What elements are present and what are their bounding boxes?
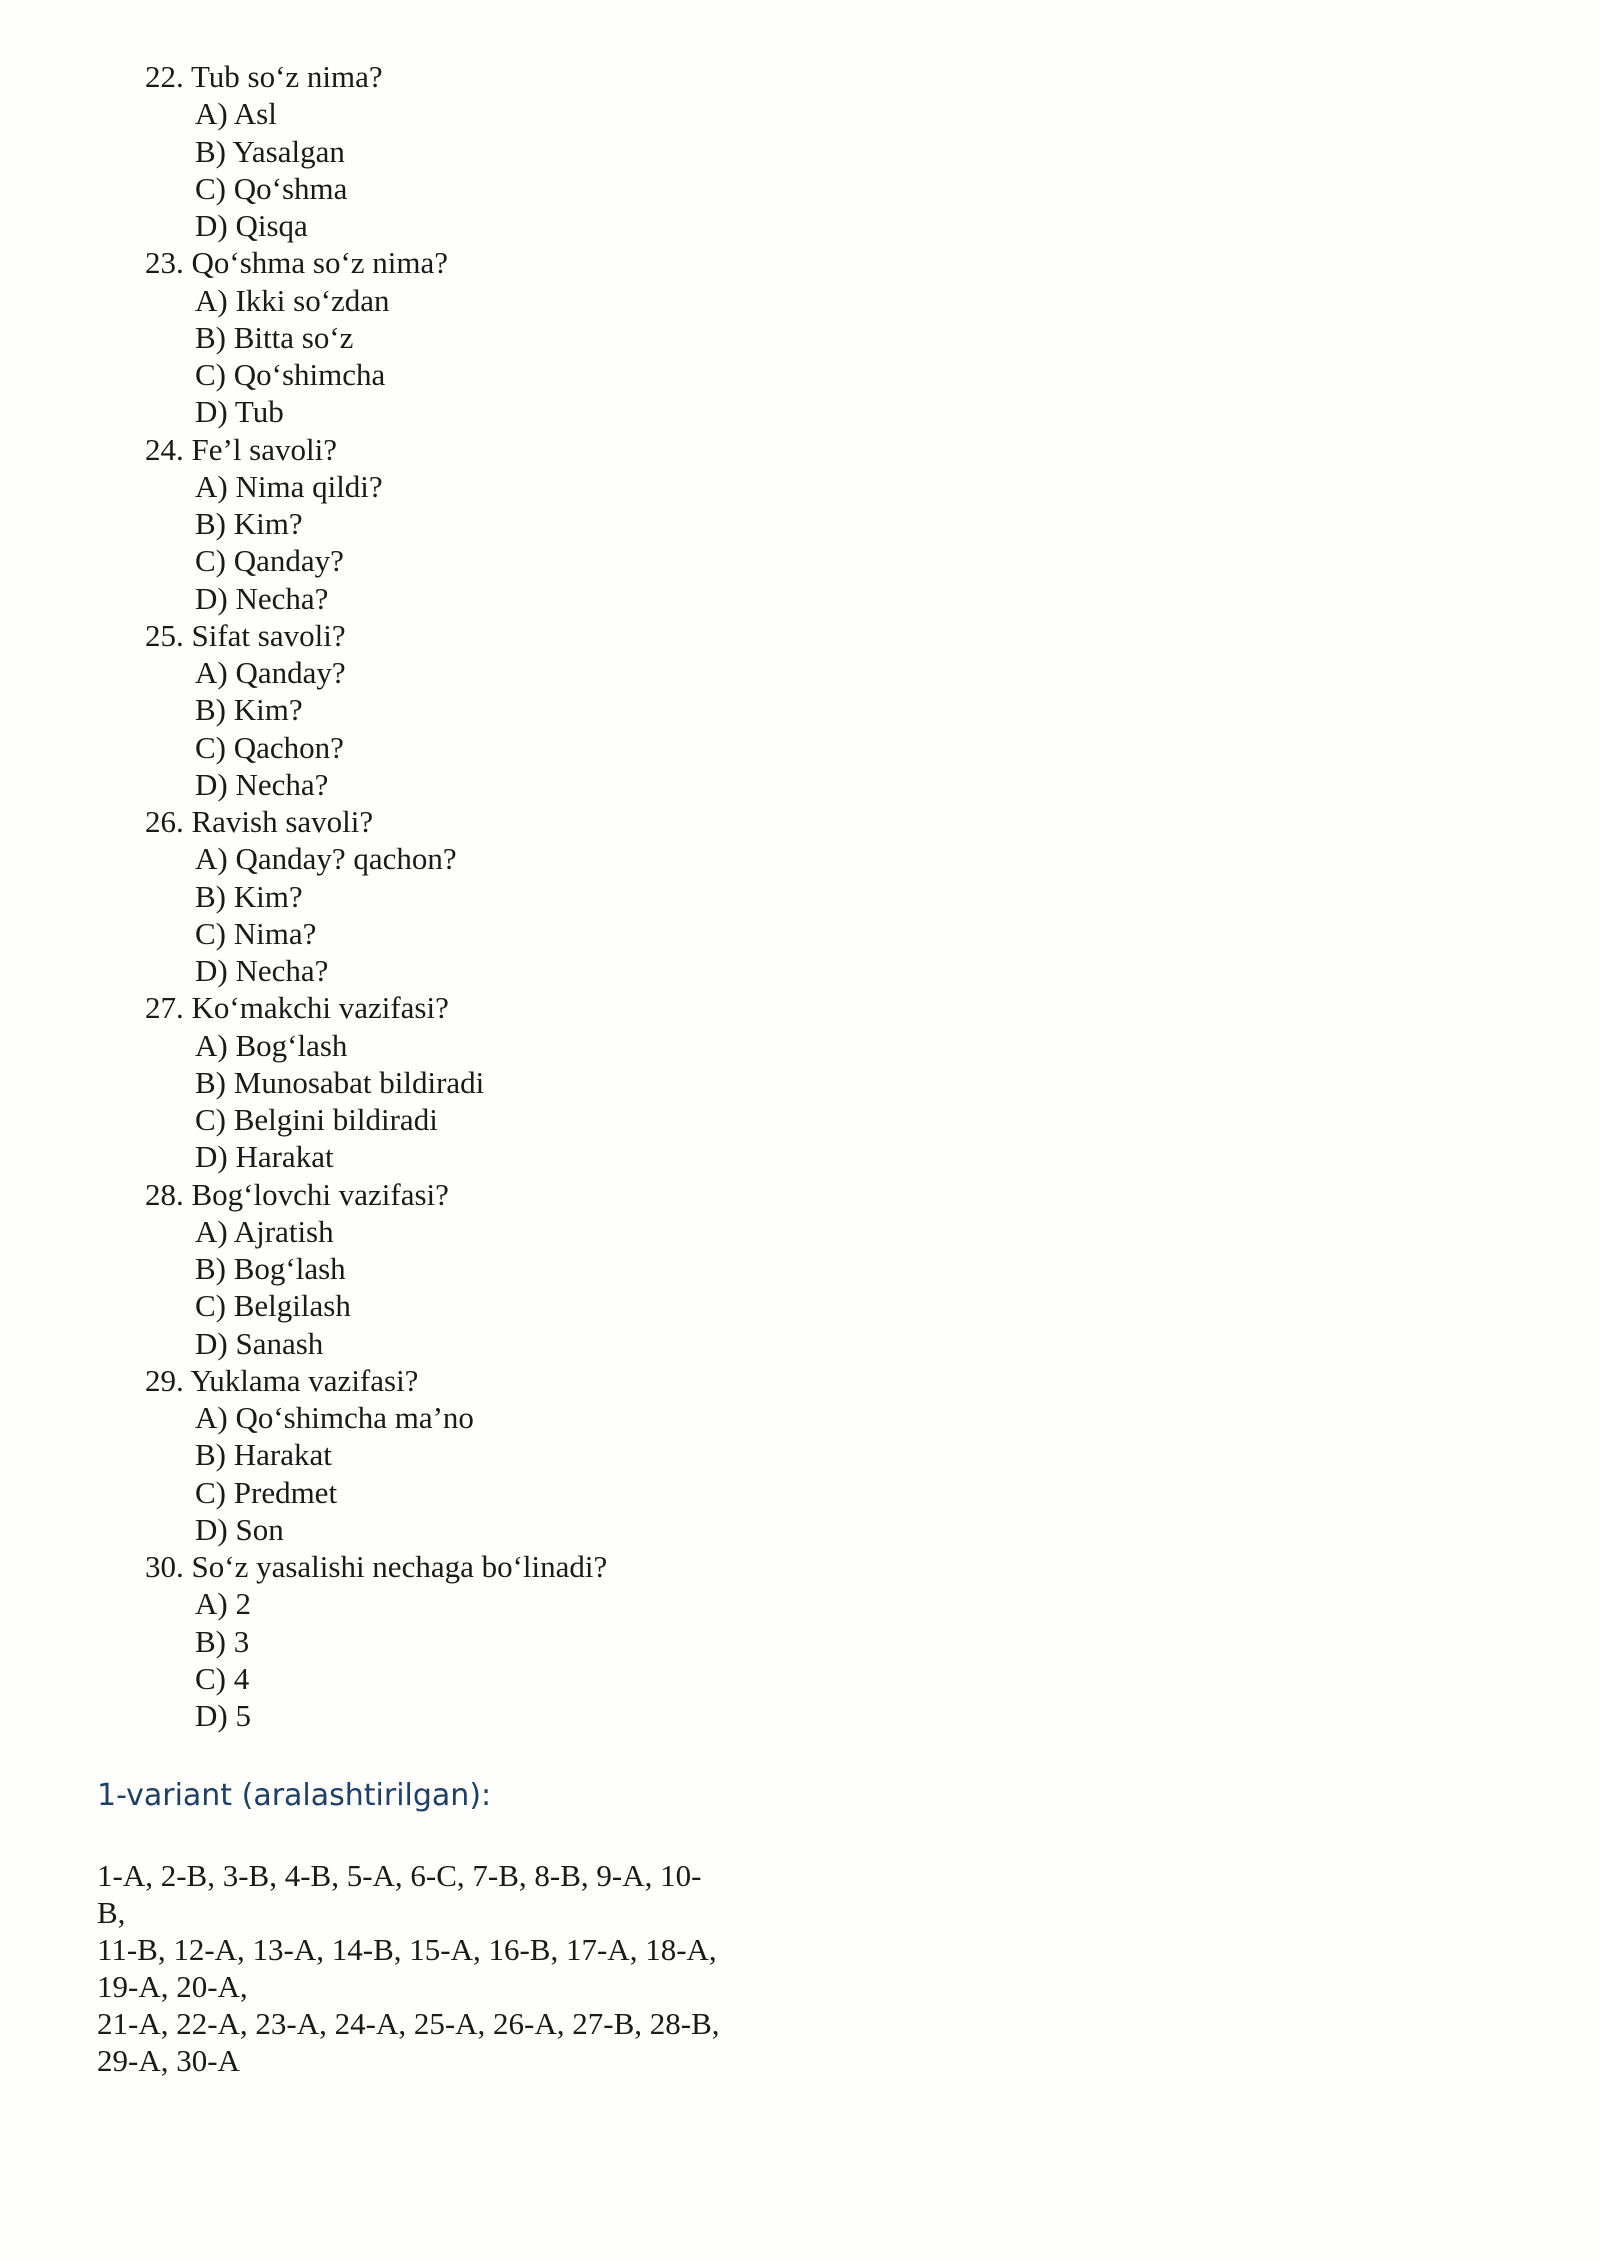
answer-option: B) Kim? xyxy=(195,506,303,541)
question-item xyxy=(145,58,607,244)
question-item xyxy=(145,989,607,1175)
answer-option: B) Bitta so‘z xyxy=(195,319,354,355)
question-item xyxy=(145,617,607,803)
question-text: 23. Qo‘shma so‘z nima? xyxy=(145,245,449,281)
answer-option: D) Necha? xyxy=(195,580,329,616)
question-text: 26. Ravish savoli? xyxy=(145,804,374,839)
answer-option: A) Qanday? qachon? xyxy=(195,841,457,877)
answer-option: C) Qo‘shma xyxy=(195,170,348,206)
answer-option: D) Tub xyxy=(195,394,284,430)
answer-option: C) Qanday? xyxy=(195,543,344,579)
answer-option: B) Kim? xyxy=(195,692,303,728)
question-text: 28. Bog‘lovchi vazifasi? xyxy=(145,1176,449,1212)
question-text: 30. So‘z yasalishi nechaga bo‘linadi? xyxy=(145,1549,608,1584)
answer-option: B) 3 xyxy=(195,1623,250,1659)
answer-option: C) Qo‘shimcha xyxy=(195,357,386,392)
question-text: 22. Tub so‘z nima? xyxy=(145,59,383,94)
answer-option: C) Belgilash xyxy=(195,1288,351,1324)
question-item xyxy=(145,244,607,430)
question-list xyxy=(145,58,607,1734)
answer-option: B) Yasalgan xyxy=(195,133,345,169)
answer-option: D) Harakat xyxy=(195,1139,334,1175)
answer-option: C) Predmet xyxy=(195,1474,338,1510)
answer-option: C) Qachon? xyxy=(195,729,344,765)
answer-option: A) Qo‘shimcha ma’no xyxy=(195,1400,474,1435)
answer-option: B) Kim? xyxy=(195,878,303,914)
answer-option: C) 4 xyxy=(195,1660,250,1696)
answer-option: A) Qanday? xyxy=(195,655,346,690)
question-text: 24. Fe’l savoli? xyxy=(145,431,337,467)
answer-option: D) Necha? xyxy=(195,953,329,988)
question-item xyxy=(145,1548,607,1734)
question-item xyxy=(145,1362,607,1548)
answer-option: B) Harakat xyxy=(195,1437,332,1473)
answer-key-line: 29-A, 30-A xyxy=(97,2043,240,2078)
answer-option: A) Asl xyxy=(195,96,277,132)
answer-key-line: 1-A, 2-B, 3-B, 4-B, 5-A, 6-C, 7-B, 8-B, 9-A, 10- xyxy=(97,1858,702,1893)
answer-key-line: 21-A, 22-A, 23-A, 24-A, 25-A, 26-A, 27-B, 28-B, xyxy=(97,2006,720,2041)
answer-key-line: 11-B, 12-A, 13-A, 14-B, 15-A, 16-B, 17-A, 18-A, xyxy=(97,1932,717,1967)
answer-option: A) Ajratish xyxy=(195,1213,334,1249)
answer-option: D) Qisqa xyxy=(195,208,308,243)
answer-option: D) 5 xyxy=(195,1698,251,1733)
answer-key-line: B, xyxy=(97,1895,126,1930)
question-text: 27. Ko‘makchi vazifasi? xyxy=(145,990,449,1026)
question-text: 29. Yuklama vazifasi? xyxy=(145,1362,419,1398)
answer-option: B) Bog‘lash xyxy=(195,1251,346,1286)
question-item xyxy=(145,1176,607,1362)
answer-key-heading: 1-variant (aralashtirilgan): xyxy=(97,1778,492,1813)
answer-option: A) Nima qildi? xyxy=(195,468,383,504)
question-item xyxy=(145,803,607,989)
question-item xyxy=(145,431,607,617)
answer-option: A) 2 xyxy=(195,1586,251,1622)
answer-option: D) Son xyxy=(195,1511,284,1547)
answer-key-line: 19-A, 20-A, xyxy=(97,1969,248,2004)
answer-key xyxy=(97,1857,720,2079)
question-text: 25. Sifat savoli? xyxy=(145,617,346,653)
answer-option: A) Bog‘lash xyxy=(195,1027,348,1063)
answer-option: D) Sanash xyxy=(195,1325,324,1361)
answer-option: B) Munosabat bildiradi xyxy=(195,1064,485,1100)
answer-option: A) Ikki so‘zdan xyxy=(195,282,390,318)
answer-option: C) Nima? xyxy=(195,915,317,951)
answer-option: C) Belgini bildiradi xyxy=(195,1102,438,1137)
answer-option: D) Necha? xyxy=(195,766,329,802)
